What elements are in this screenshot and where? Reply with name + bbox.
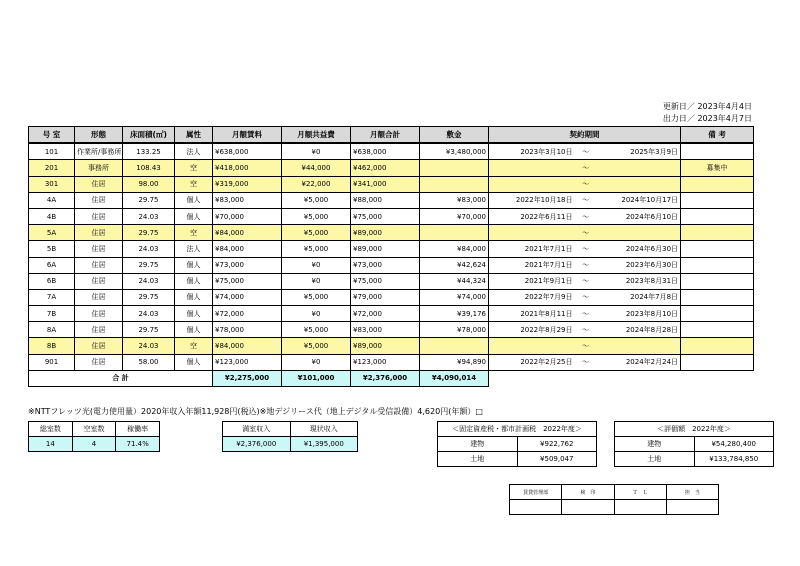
contract-tilde: ～ [575,338,597,354]
area-cell: 108.43 [123,160,175,176]
room-cell: 201 [29,160,75,176]
contract-tilde: ～ [575,208,597,224]
common-fee-cell: ¥5,000 [282,322,351,338]
total-common-fee: ¥101,000 [282,370,351,386]
type-cell: 住居 [75,306,123,322]
attribute-cell: 個人 [175,289,213,305]
remarks-cell [681,143,754,160]
contract-tilde: ～ [575,192,597,208]
table-row [29,289,754,305]
common-fee-cell: ¥5,000 [282,338,351,354]
full-income: ¥2,376,000 [223,437,291,452]
area-cell: 24.03 [123,208,175,224]
totals-label: 合 計 [29,370,213,386]
table-row [29,322,754,338]
current-income-header: 現状収入 [290,422,358,437]
remarks-cell [681,354,754,370]
header-attribute: 属性 [175,127,213,144]
stamp-label-rental-mgmt: 賃貸管理部 [510,485,562,500]
area-cell: 29.75 [123,225,175,241]
rent-cell: ¥84,000 [213,338,282,354]
stamp-box-rental-mgmt[interactable] [510,500,562,515]
contract-start-cell: 2022年2月25日 [489,354,575,370]
header-type: 形態 [75,127,123,144]
attribute-cell: 個人 [175,257,213,273]
remarks-cell [681,208,754,224]
occupancy-rate-header: 稼働率 [116,422,160,437]
monthly-total-cell: ¥462,000 [351,160,420,176]
contract-end-cell: 2024年2月24日 [597,354,681,370]
monthly-total-cell: ¥79,000 [351,289,420,305]
deposit-cell [420,176,489,192]
area-cell: 24.03 [123,273,175,289]
common-fee-cell: ¥5,000 [282,225,351,241]
remarks-cell [681,273,754,289]
type-cell: 住居 [75,192,123,208]
room-cell: 301 [29,176,75,192]
remarks-cell [681,338,754,354]
type-cell: 住居 [75,322,123,338]
contract-tilde: ～ [575,354,597,370]
attribute-cell: 空 [175,160,213,176]
contract-tilde: ～ [575,160,597,176]
stamp-label-inspection: 検 印 [562,485,614,500]
full-income-header: 満室収入 [223,422,291,437]
occupancy-table [28,421,160,452]
attribute-cell: 空 [175,225,213,241]
contract-end-cell: 2023年6月30日 [597,257,681,273]
table-row [29,338,754,354]
header-common-fee: 月額共益費 [282,127,351,144]
type-cell: 住居 [75,257,123,273]
valuation-building-label: 建物 [615,437,695,452]
table-row [29,192,754,208]
common-fee-cell: ¥0 [282,273,351,289]
occupancy-vacant: 4 [72,437,116,452]
attribute-cell: 個人 [175,354,213,370]
approval-stamps [509,484,719,515]
total-monthly: ¥2,376,000 [351,370,420,386]
header-room: 号 室 [29,127,75,144]
remarks-cell [681,322,754,338]
table-row [29,354,754,370]
type-cell: 住居 [75,354,123,370]
table-row [29,160,754,176]
contract-tilde: ～ [575,289,597,305]
header-deposit: 敷金 [420,127,489,144]
common-fee-cell: ¥5,000 [282,208,351,224]
deposit-cell: ¥42,624 [420,257,489,273]
contract-start-cell: 2021年7月1日 [489,257,575,273]
deposit-cell: ¥39,176 [420,306,489,322]
stamp-label-tl: Ｔ Ｌ [614,485,666,500]
attribute-cell: 法人 [175,241,213,257]
remarks-cell [681,241,754,257]
deposit-cell: ¥78,000 [420,322,489,338]
area-cell: 24.03 [123,338,175,354]
type-cell: 住居 [75,176,123,192]
room-cell: 8A [29,322,75,338]
area-cell: 29.75 [123,322,175,338]
income-table [222,421,358,452]
tax-land-value: ¥509,047 [517,452,597,467]
total-empty-contract [489,370,681,386]
common-fee-cell: ¥5,000 [282,192,351,208]
valuation-title: ＜評価額 2022年度＞ [615,422,774,437]
property-tax-table [437,421,597,467]
header-remarks: 備 考 [681,127,754,144]
remarks-cell [681,192,754,208]
contract-tilde: ～ [575,322,597,338]
stamp-label-staff: 担 当 [666,485,718,500]
contract-start-cell: 2022年10月18日 [489,192,575,208]
deposit-cell: ¥70,000 [420,208,489,224]
monthly-total-cell: ¥72,000 [351,306,420,322]
monthly-total-cell: ¥88,000 [351,192,420,208]
type-cell: 住居 [75,225,123,241]
attribute-cell: 個人 [175,208,213,224]
attribute-cell: 空 [175,338,213,354]
room-cell: 101 [29,143,75,160]
contract-start-cell: 2022年7月9日 [489,289,575,305]
contract-end-cell [597,225,681,241]
deposit-cell: ¥84,000 [420,241,489,257]
contract-start-cell [489,225,575,241]
deposit-cell: ¥83,000 [420,192,489,208]
contract-tilde: ～ [575,241,597,257]
contract-tilde: ～ [575,306,597,322]
total-empty-remarks [681,370,754,386]
attribute-cell: 個人 [175,322,213,338]
area-cell: 58.00 [123,354,175,370]
rent-cell: ¥83,000 [213,192,282,208]
monthly-total-cell: ¥83,000 [351,322,420,338]
table-row [29,257,754,273]
table-row [29,208,754,224]
monthly-total-cell: ¥89,000 [351,241,420,257]
stamp-box-tl[interactable] [614,500,666,515]
area-cell: 133.25 [123,143,175,160]
room-cell: 5A [29,225,75,241]
area-cell: 24.03 [123,306,175,322]
table-row [29,176,754,192]
rent-cell: ¥74,000 [213,289,282,305]
area-cell: 29.75 [123,192,175,208]
contract-end-cell: 2023年8月10日 [597,306,681,322]
rent-cell: ¥73,000 [213,257,282,273]
monthly-total-cell: ¥73,000 [351,257,420,273]
common-fee-cell: ¥22,000 [282,176,351,192]
common-fee-cell: ¥0 [282,306,351,322]
contract-end-cell: 2024年8月28日 [597,322,681,338]
contract-tilde: ～ [575,143,597,160]
rent-cell: ¥78,000 [213,322,282,338]
monthly-total-cell: ¥341,000 [351,176,420,192]
common-fee-cell: ¥5,000 [282,241,351,257]
contract-start-cell: 2021年8月11日 [489,306,575,322]
attribute-cell: 個人 [175,192,213,208]
contract-end-cell: 2024年7月8日 [597,289,681,305]
rent-cell: ¥319,000 [213,176,282,192]
deposit-cell [420,338,489,354]
area-cell: 29.75 [123,289,175,305]
rent-cell: ¥70,000 [213,208,282,224]
area-cell: 29.75 [123,257,175,273]
contract-tilde: ～ [575,225,597,241]
contract-start-cell [489,160,575,176]
area-cell: 24.03 [123,241,175,257]
type-cell: 作業所/事務所 [75,143,123,160]
room-cell: 901 [29,354,75,370]
occupancy-total-rooms-header: 総室数 [29,422,73,437]
monthly-total-cell: ¥89,000 [351,225,420,241]
updated-date: 更新日／ 2023年4月4日 [662,102,752,111]
contract-start-cell: 2021年7月1日 [489,241,575,257]
remarks-cell [681,257,754,273]
header-contract-period: 契約期間 [489,127,681,144]
tax-building-label: 建物 [438,437,518,452]
contract-start-cell: 2022年6月11日 [489,208,575,224]
type-cell: 住居 [75,208,123,224]
contract-end-cell: 2025年3月9日 [597,143,681,160]
occupancy-rate: 71.4% [116,437,160,452]
remarks-cell [681,176,754,192]
output-date: 出力日／ 2023年4月7日 [662,114,752,123]
tax-land-label: 土地 [438,452,518,467]
valuation-table [614,421,774,467]
deposit-cell [420,225,489,241]
contract-end-cell: 2024年10月17日 [597,192,681,208]
valuation-land-label: 土地 [615,452,695,467]
stamp-box-staff[interactable] [666,500,718,515]
tax-building-value: ¥922,762 [517,437,597,452]
contract-end-cell [597,176,681,192]
monthly-total-cell: ¥89,000 [351,338,420,354]
type-cell: 住居 [75,241,123,257]
rent-cell: ¥75,000 [213,273,282,289]
room-cell: 6B [29,273,75,289]
common-fee-cell: ¥0 [282,257,351,273]
contract-tilde: ～ [575,257,597,273]
rent-cell: ¥84,000 [213,225,282,241]
deposit-cell: ¥74,000 [420,289,489,305]
header-monthly-total: 月額合計 [351,127,420,144]
remarks-cell: 募集中 [681,160,754,176]
deposit-cell: ¥94,890 [420,354,489,370]
attribute-cell: 個人 [175,273,213,289]
table-row [29,143,754,160]
contract-end-cell [597,338,681,354]
rent-roll-table [28,126,754,387]
occupancy-vacant-header: 空室数 [72,422,116,437]
table-row [29,306,754,322]
common-fee-cell: ¥0 [282,354,351,370]
common-fee-cell: ¥5,000 [282,289,351,305]
remarks-cell [681,225,754,241]
monthly-total-cell: ¥638,000 [351,143,420,160]
attribute-cell: 個人 [175,306,213,322]
room-cell: 8B [29,338,75,354]
property-tax-title: ＜固定資産税・都市計画税 2022年度＞ [438,422,597,437]
header-area: 床面積(㎡) [123,127,175,144]
contract-end-cell: 2024年6月10日 [597,208,681,224]
remarks-cell [681,289,754,305]
table-row [29,241,754,257]
contract-start-cell: 2022年8月29日 [489,322,575,338]
valuation-building-value: ¥54,280,400 [694,437,774,452]
contract-end-cell: 2024年6月30日 [597,241,681,257]
monthly-total-cell: ¥75,000 [351,273,420,289]
room-cell: 7B [29,306,75,322]
type-cell: 事務所 [75,160,123,176]
monthly-total-cell: ¥123,000 [351,354,420,370]
attribute-cell: 法人 [175,143,213,160]
stamp-box-inspection[interactable] [562,500,614,515]
deposit-cell: ¥44,324 [420,273,489,289]
header-rent: 月額賃料 [213,127,282,144]
valuation-land-value: ¥133,784,850 [694,452,774,467]
total-rent: ¥2,275,000 [213,370,282,386]
deposit-cell [420,160,489,176]
contract-end-cell [597,160,681,176]
date-info [663,101,752,125]
rent-cell: ¥84,000 [213,241,282,257]
totals-row [29,370,754,386]
area-cell: 98.00 [123,176,175,192]
room-cell: 4A [29,192,75,208]
table-row [29,225,754,241]
room-cell: 4B [29,208,75,224]
table-row [29,273,754,289]
contract-end-cell: 2023年8月31日 [597,273,681,289]
current-income: ¥1,395,000 [290,437,358,452]
header-row [29,127,754,144]
contract-tilde: ～ [575,176,597,192]
contract-start-cell: 2021年9月1日 [489,273,575,289]
deposit-cell: ¥3,480,000 [420,143,489,160]
rent-cell: ¥418,000 [213,160,282,176]
room-cell: 6A [29,257,75,273]
common-fee-cell: ¥44,000 [282,160,351,176]
type-cell: 住居 [75,289,123,305]
note-line: ※NTTフレッツ光(電力使用量）2020年収入年額11,928円(税込)※地デジリース代（地上デジタル受信設備）4,620円(年額）□ [28,407,483,416]
type-cell: 住居 [75,338,123,354]
rent-cell: ¥72,000 [213,306,282,322]
contract-start-cell [489,176,575,192]
occupancy-total-rooms: 14 [29,437,73,452]
monthly-total-cell: ¥75,000 [351,208,420,224]
rent-cell: ¥638,000 [213,143,282,160]
common-fee-cell: ¥0 [282,143,351,160]
room-cell: 7A [29,289,75,305]
contract-start-cell [489,338,575,354]
attribute-cell: 空 [175,176,213,192]
contract-tilde: ～ [575,273,597,289]
rent-cell: ¥123,000 [213,354,282,370]
contract-start-cell: 2023年3月10日 [489,143,575,160]
room-cell: 5B [29,241,75,257]
total-deposit: ¥4,090,014 [420,370,489,386]
type-cell: 住居 [75,273,123,289]
remarks-cell [681,306,754,322]
